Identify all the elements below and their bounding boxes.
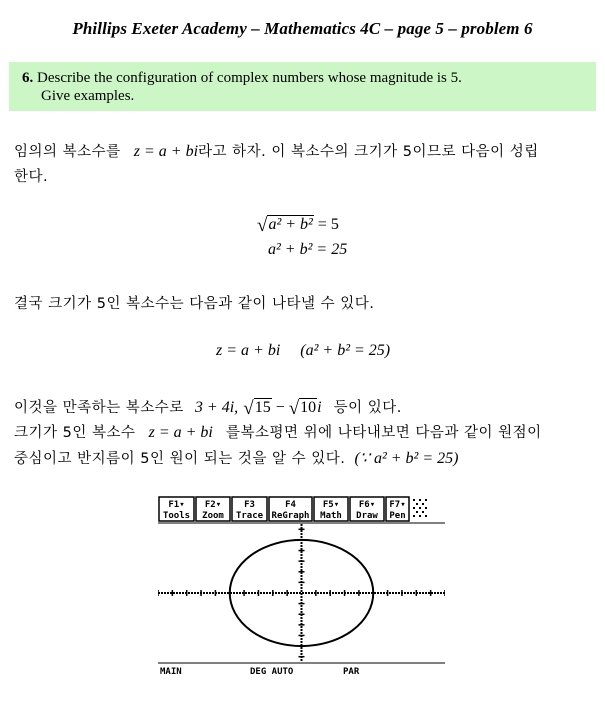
p5-pre-text: 중심이고 반지름이 5인 원이 되는 것을 알 수 있다. (14, 451, 346, 467)
eq2-text: a² + b² = 25 (268, 241, 348, 258)
eq1-rhs: = 5 (317, 216, 339, 233)
equation-2 (268, 241, 347, 259)
function-key-bar (159, 497, 427, 521)
fkey-label: Zoom (202, 511, 224, 521)
p1-post-text: 라고 하자. 이 복소수의 크기가 5이므로 다음이 성립 (198, 144, 539, 160)
fkey-label: ReGraph (271, 511, 310, 521)
p3-radicand-2: 10 (300, 399, 317, 416)
fkey-5[interactable] (314, 497, 348, 521)
fkey-number: F4 (285, 500, 296, 510)
p4-post-text: 를복소평면 위에 나타내보면 다음과 같이 원점이 (225, 425, 542, 441)
p5-math: (∵ a² + b² = 25) (354, 450, 459, 467)
fkey-2[interactable] (196, 497, 230, 521)
equation-1 (257, 215, 339, 237)
p3-imag-unit: i (317, 399, 322, 416)
p4-math: z = a + bi (148, 424, 213, 441)
fkey-7[interactable] (386, 497, 409, 521)
status-par: PAR (343, 667, 360, 677)
p4-pre-text: 크기가 5인 복소수 (14, 425, 136, 441)
calculator-screenshot (158, 495, 445, 677)
p1-pre-text: 임의의 복소수를 (14, 144, 121, 160)
fkey-4[interactable] (269, 497, 312, 521)
problem-statement (9, 62, 596, 111)
p3-radicand-1: 15 (254, 399, 271, 416)
calculator-graph (158, 495, 445, 677)
p3-example-1: 3 + 4i, (194, 399, 239, 416)
page-title: Phillips Exeter Academy – Mathematics 4C – page 5 – problem 6 (72, 19, 533, 38)
busy-indicator-icon (413, 499, 427, 517)
solution-para-2: 결국 크기가 5인 복소수는 다음과 같이 나타낼 수 있다. (14, 296, 375, 312)
p1-math: z = a + bi (133, 143, 199, 160)
solution-para-4 (14, 421, 542, 442)
sqrt-expression: √a² + b² (257, 215, 313, 236)
fkey-label: Trace (235, 511, 264, 521)
p3-minus: − (275, 399, 285, 416)
problem-text-line2: Give examples. (41, 88, 135, 104)
fkey-label: Draw (356, 511, 378, 521)
fkey-6[interactable] (350, 497, 384, 521)
fkey-number: F7▾ (389, 500, 406, 510)
p3-pre-text: 이것을 만족하는 복소수로 (14, 400, 184, 416)
fkey-label: Math (320, 511, 342, 521)
fkey-number: F6▾ (358, 500, 376, 510)
solution-para-3 (14, 396, 402, 420)
fkey-number: F5▾ (322, 500, 340, 510)
solution-para-1 (14, 140, 539, 161)
status-mode: DEG AUTO (250, 667, 294, 677)
fkey-number: F3 (244, 500, 255, 510)
eq3-right: (a² + b² = 25) (300, 342, 391, 359)
solution-para-5 (14, 447, 458, 468)
p3-example-2: √15 − √10i (243, 398, 322, 419)
equation-3 (216, 342, 390, 360)
eq1-radicand: a² + b² (268, 216, 313, 233)
fkey-1[interactable] (159, 497, 194, 521)
fkey-number: F2▾ (204, 500, 222, 510)
problem-text-line1: Describe the configuration of complex numbers whose magnitude is 5. (37, 70, 462, 86)
eq3-left: z = a + bi (216, 342, 281, 359)
status-main: MAIN (160, 667, 182, 677)
fkey-label: Tools (162, 511, 191, 521)
p3-post-text: 등이 있다. (333, 400, 402, 416)
fkey-label: Pen (389, 511, 406, 521)
solution-para-1b: 한다. (14, 169, 49, 185)
fkey-3[interactable] (232, 497, 267, 521)
fkey-number: F1▾ (168, 500, 185, 510)
problem-number: 6. (22, 70, 34, 86)
